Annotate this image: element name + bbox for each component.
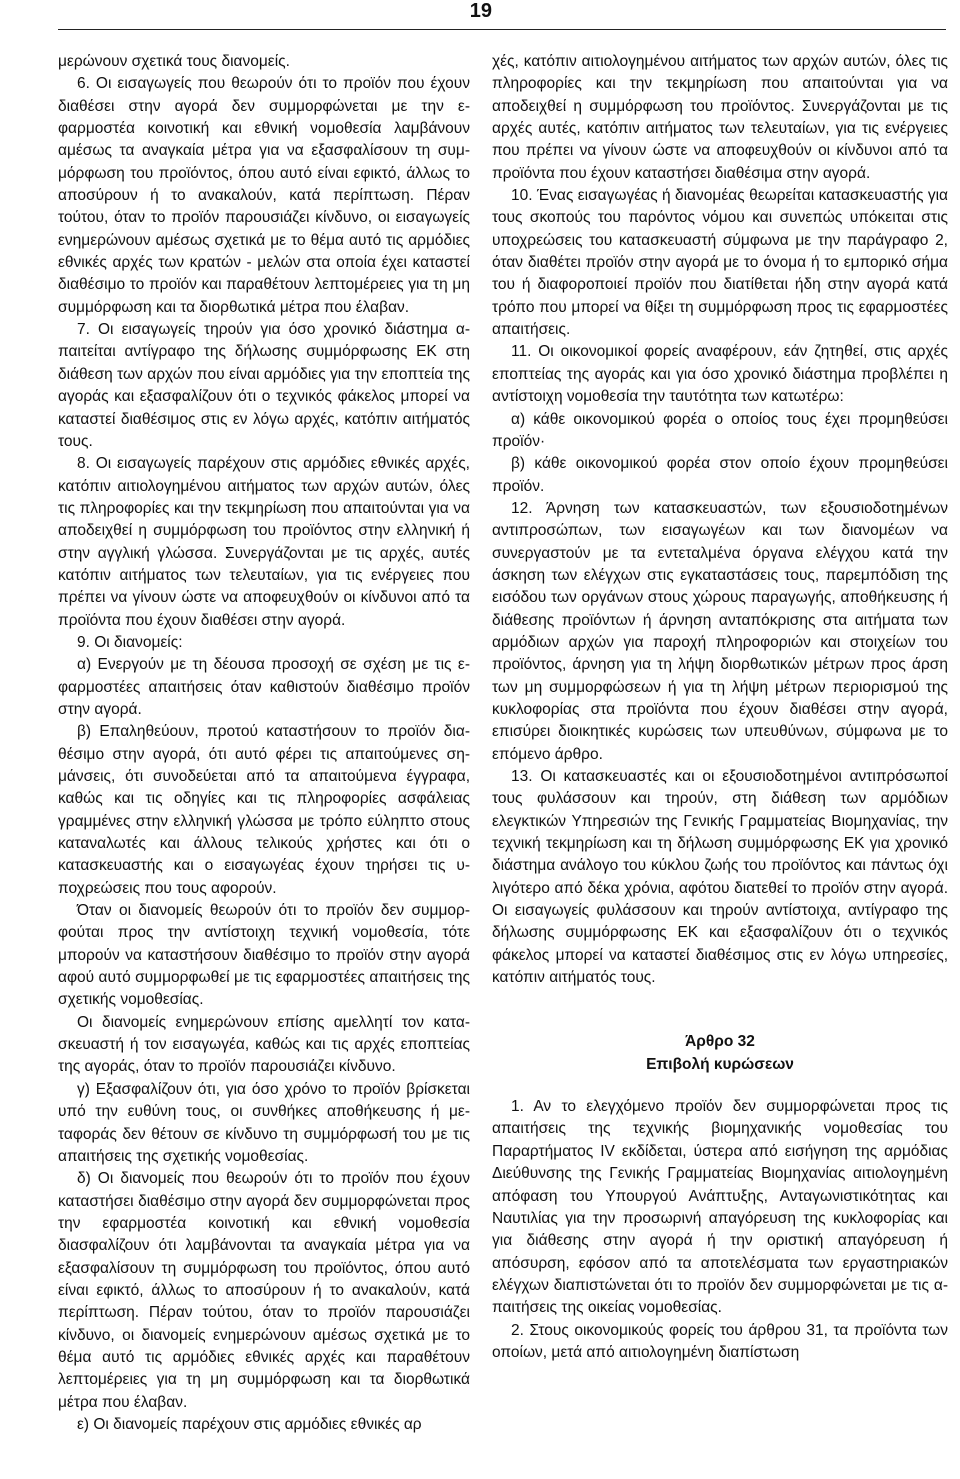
paragraph: 12. Άρνηση των κατασκευαστών, των εξουσιοδοτημένων αντιπροσώπων, των εισαγωγέων και των διανομέων να συνεργαστούν με τα εντεταλμένα όργανα ελέγχου κατά την άσκηση των ελέγχων στις εγκαταστάσεις τους, παρεμπόδιση της εισόδου των οργάνων στους χώρους παραγωγής, αποθήκευσης ή διάθεσης προϊόντων ή άρνηση ανταπόκρισης στα αιτήματα των αρμόδιων αρχών για παροχή πληροφοριών και στοιχείων του προϊόντος, άρνηση για τη λήψη διορθωτικών μέτρων προς άρση των μη συμμορφώσεων ή για τη λήψη μέτρων περιορισμού της κυκλοφορίας στα προϊόντα που έχουν διαθέσει στην αγορά, επισύρει διοικητικές κυρώσεις των υπευθύνων, σύμφωνα με το επόμενο άρθρο. — [492, 499, 948, 763]
paragraph: 6. Οι εισαγωγείς που θεωρούν ότι το προϊόν που έχουν διαθέσει στην αγορά δεν συμμορφώνεται με την εφαρμοστέα κοινοτική και εθνική νομοθεσία λαμβάνουν αμέσως τα αναγκαία μέτρα για να εξασφαλίσουν τη συμμόρφωση του προϊόντος, όπου αυτό είναι εφικτό, άλλως το αποσύρουν ή το ανακαλούν, κατά περίπτωση. Πέραν τούτου, όταν το προϊόν παρουσιάζει κίνδυνο, οι εισαγωγείς ενημερώνουν αμέσως σχετικά με το θέμα αυτό τις αρμόδιες εθνικές αρχές των κρατών - μελών στα οποία έχει καταστεί διαθέσιμο το προϊόν και παραθέτουν λεπτομέρειες για τη μη συμμόρφωση και τα διορθωτικά μέτρα που έλαβαν. — [58, 75, 470, 316]
paragraph: Όταν οι διανομείς θεωρούν ότι το προϊόν δεν συμμορφούται προς την αντίστοιχη τεχνική νομοθεσία, τότε μπορούν να καταστήσουν διαθέσιμο το προϊόν στην αγορά αφού αυτό συμμορφωθεί με τις εφαρμοστέες απαιτήσεις της σχετικής νομοθεσίας. — [58, 902, 470, 1009]
paragraph: 7. Οι εισαγωγείς τηρούν για όσο χρονικό διάστημα απαιτείται αντίγραφο της δήλωσης συμμόρφωσης ΕΚ στη διάθεση των αρχών που είναι αρμόδιες για την εποπτεία της αγοράς και εξασφαλίζουν ότι ο τεχνικός φάκελος μπορεί να καταστεί διαθέσιμος στις εν λόγω αρχές, κατόπιν αιτήματός τους. — [58, 321, 470, 450]
right-column — [492, 51, 948, 1364]
paragraph: α) Ενεργούν με τη δέουσα προσοχή σε σχέση με τις εφαρμοστέες απαιτήσεις όταν καθιστούν διαθέσιμο προϊόν στην αγορά. — [58, 656, 470, 718]
paragraph: 11. Οι οικονομικοί φορείς αναφέρουν, εάν ζητηθεί, στις αρχές εποπτείας της αγοράς και για όσο χρονικό διάστημα προβλέπει η αντίστοιχη νομοθεσία την ταυτότητα των κατωτέρω: — [492, 343, 948, 406]
paragraph: 1. Αν το ελεγχόμενο προϊόν δεν συμμορφώνεται προς τις απαιτήσεις της τεχνικής βιομηχανικής νομοθεσίας του Παραρτήματος IV εκδίδεται, ύστερα από εισήγηση της αρμόδιας Διεύθυνσης της Γενικής Γραμματείας Βιομηχανίας αιτιολογημένη απόφαση του Υπουργού Ανάπτυξης, Ανταγωνιστικότητας και Ναυτιλίας για την προσωρινή απαγόρευση της κυκλοφορίας και για διάθεσης στην αγορά ή την οριστική απαγόρευση ή απόσυρση, εφόσον από τα αποτελέσματα των εργαστηριακών ελέγχων διαπιστώνεται ότι το προϊόν δεν συμμορφώνεται με τις απαιτήσεις της οικείας νομοθεσίας. — [492, 1098, 948, 1317]
paragraph: Οι διανομείς ενημερώνουν επίσης αμελλητί τον κατασκευαστή ή τον εισαγωγέα, καθώς και τις αρχές εποπτείας της αγοράς, όταν το προϊόν παρουσιάζει κίνδυνο. — [58, 1013, 470, 1076]
paragraph: 8. Οι εισαγωγείς παρέχουν στις αρμόδιες εθνικές αρχές, κατόπιν αιτιολογημένου αιτήματος των αρχών αυτών, όλες τις πληροφορίες και την τεκμηρίωση που απαιτούνται για να αποδειχθεί η συμμόρφωση του προϊόντος στην ελληνική ή στην αγγλική γλώσσα. Συνεργάζονται με τις αρχές, αυτές κατόπιν αιτήματος των τελευταίων, για τις ενέργειες που πρέπει να γίνουν ώστε να αποφευχθούν οι κίνδυνοι από τα προϊόντα που έχουν διαθέσει στην αγορά. — [58, 455, 470, 629]
paragraph: δ) Οι διανομείς που θεωρούν ότι το προϊόν που έχουν καταστήσει διαθέσιμο στην αγορά δεν συμμορφώνεται προς την εφαρμοστέα κοινοτική και εθνική νομοθεσία διασφαλίζουν ότι λαμβάνονται τα αναγκαία μέτρα για να εξασφαλίσουν τη συμμόρφωση του προϊόντος, όπου αυτό είναι εφικτό, άλλως το αποσύρουν ή το ανακαλούν, κατά περίπτωση. Πέραν τούτου, όταν το προϊόν παρουσιάζει κίνδυνο, οι διανομείς ενημερώνουν αμέσως σχετικά με το θέμα αυτό τις αρμόδιες εθνικές αρχές και παραθέτουν λεπτομέρειες για τη μη συμμόρφωση και τα διορθωτικά μέτρα που έλαβαν. — [58, 1170, 470, 1411]
paragraph: β) κάθε οικονομικού φορέα στον οποίο έχουν προμηθεύσει προϊόν. — [492, 455, 948, 495]
paragraph: α) κάθε οικονομικού φορέα ο οποίος τους έχει προμηθεύσει προϊόν· — [492, 410, 948, 450]
header-rule — [58, 29, 946, 30]
paragraph: 2. Στους οικονομικούς φορείς του άρθρου 31, τα προϊόντα των οποίων, μετά από αιτιολογημένη διαπίστωση — [492, 1321, 948, 1361]
paragraph: μερώνουν σχετικά τους διανομείς. — [58, 53, 290, 70]
paragraph: χές, κατόπιν αιτιολογημένου αιτήματος των αρχών αυτών, όλες τις πληροφορίες και την τεκμηρίωση που απαιτούνται για να αποδειχθεί η συμμόρφωση του προϊόντος. Συνεργάζονται με τις αρχές αυτές, κατόπιν αιτήματος των τελευταίων, για τις ενέργειες που πρέπει να γίνουν ώστε να αποφευχθούν οι κίνδυνοι από τα προϊόντα που έχουν καταστήσει διαθέσιμα στην αγορά. — [492, 53, 948, 182]
paragraph: 10. Ένας εισαγωγέας ή διανομέας θεωρείται κατασκευαστής για τους σκοπούς του παρόντος νόμου και συνεπώς υπόκειται στις υποχρεώσεις του κατασκευαστή σύμφωνα με την παράγραφο 2, όταν διαθέτει προϊόν στην αγορά με το όνομα ή το εμπορικό σήμα του ή διαφοροποιεί προϊόν που διατίθεται ήδη στην αγορά κατά τρόπο που μπορεί να θίξει τη συμμόρφωση προς τις εφαρμοστέες απαιτήσεις. — [492, 187, 948, 339]
paragraph: γ) Εξασφαλίζουν ότι, για όσο χρόνο το προϊόν βρίσκεται υπό την ευθύνη τους, οι συνθήκες αποθήκευσης ή μεταφοράς δεν θέτουν σε κίνδυνο τη συμμόρφωσή του με τις απαιτήσεις της σχετικής νομοθεσίας. — [58, 1080, 470, 1165]
article-title: Επιβολή κυρώσεων — [646, 1055, 794, 1073]
paragraph: ε) Οι διανομείς παρέχουν στις αρμόδιες εθνικές αρ — [77, 1415, 422, 1433]
article-number: Άρθρο 32 — [685, 1033, 755, 1051]
spacer — [492, 1076, 948, 1096]
paragraph: 9. Οι διανομείς: — [77, 633, 183, 651]
spacer — [492, 989, 948, 1031]
page-number: 19 — [469, 0, 492, 22]
paragraph: 13. Οι κατασκευαστές και οι εξουσιοδοτημένοι αντιπρόσωποί τους φυλάσσουν και τηρούν, στη διάθεση των αρμόδιων ελεγκτικών Υπηρεσιών της Γενικής Γραμματείας Βιομηχανίας, την τεχνική τεκμηρίωση και τη δήλωση συμμόρφωσης ΕΚ για χρονικό διάστημα ανάλογο του κύκλου ζωής του προϊόντος και πάντως όχι λιγότερο από δέκα χρόνια, αφότου διατεθεί το προϊόν στην αγορά. Οι εισαγωγείς φυλάσσουν και τηρούν αντίστοιχα, αντίγραφο της δήλωσης συμμόρφωσης ΕΚ και εξασφαλίζουν ότι ο τεχνικός φάκελος μπορεί να καταστεί διαθέσιμος στις εν λόγω υπηρεσίες, κατόπιν αιτήματός τους. — [492, 768, 948, 987]
paragraph: β) Επαληθεύουν, προτού καταστήσουν το προϊόν διαθέσιμο στην αγορά, ότι αυτό φέρει τις απαιτούμενες σημάνσεις, ότι συνοδεύεται από τα απαιτούμενα έγγραφα, καθώς και τις οδηγίες και τις πληροφορίες ασφάλειας γραμμένες στην ελληνική γλώσσα με τρόπο εύληπτο στους καταναλωτές και άλλους τελικούς χρήστες και ότι ο κατασκευαστής και ο εισαγωγέας έχουν τηρήσει τις υποχρεώσεις που τους αφορούν. — [58, 723, 470, 897]
left-column — [58, 51, 470, 1436]
